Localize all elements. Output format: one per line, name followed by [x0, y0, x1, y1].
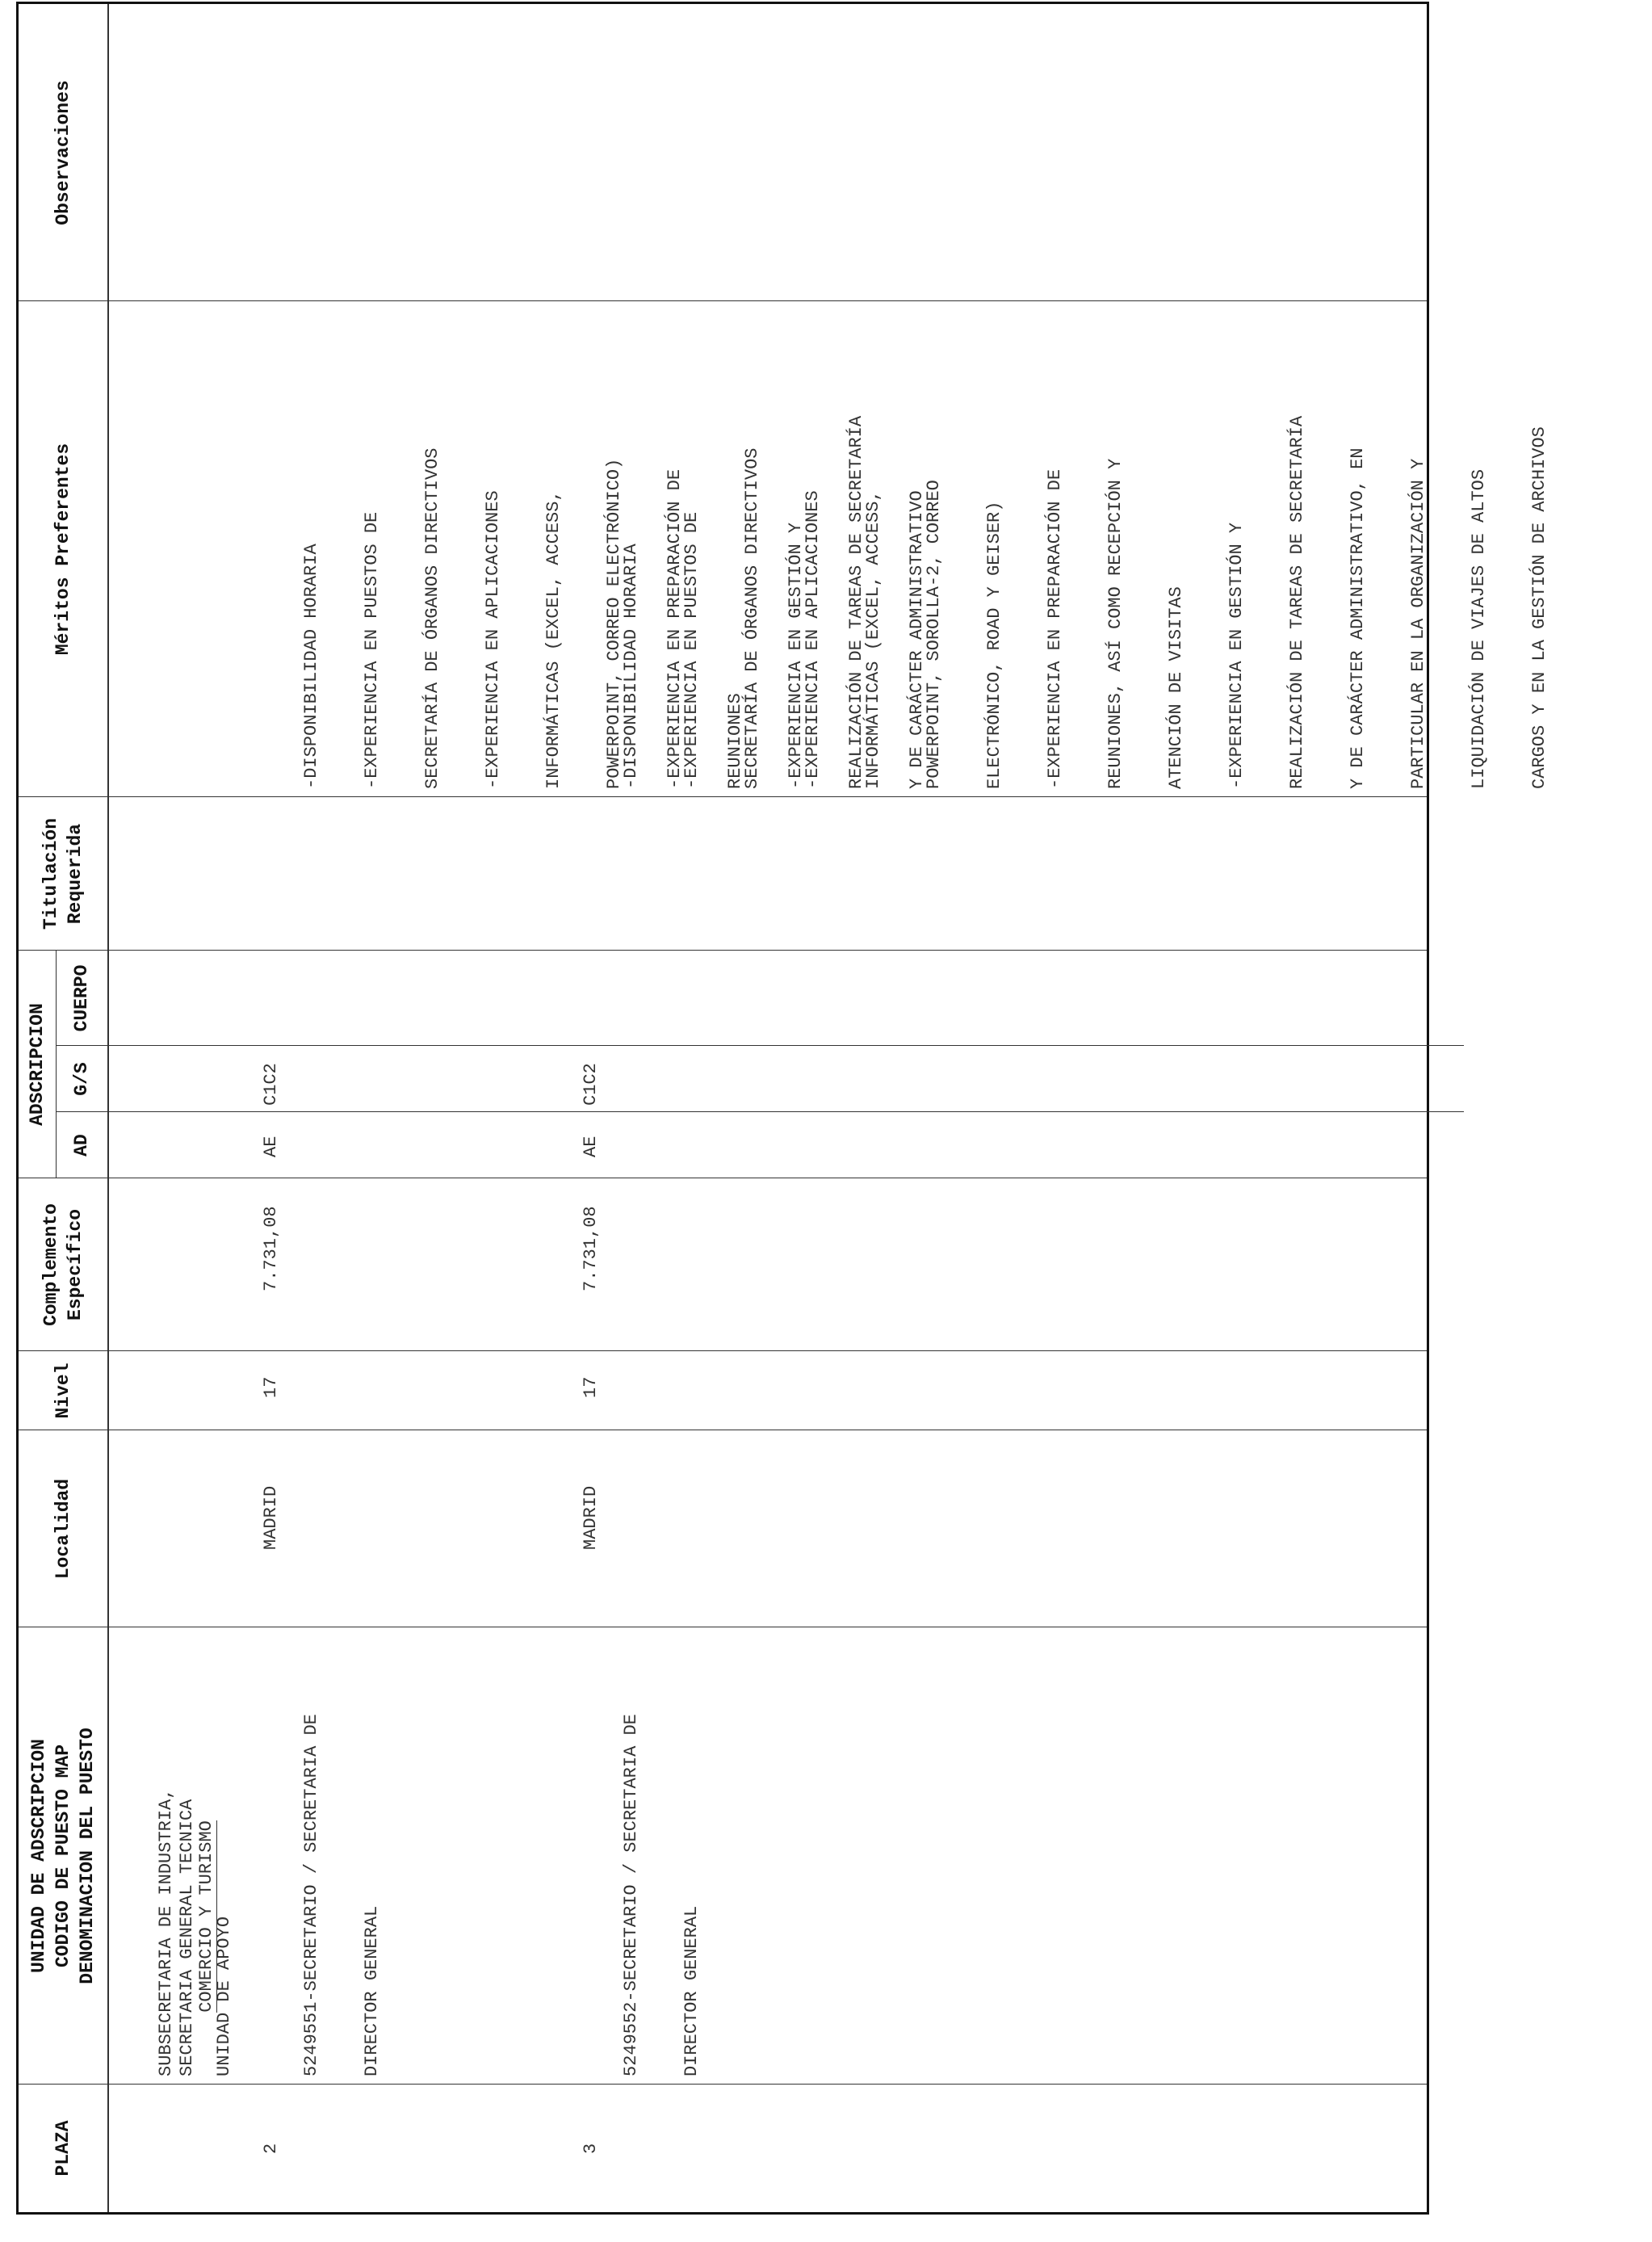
header-unidad-line1: UNIDAD DE ADSCRIPCION: [28, 1739, 49, 1973]
merit-line: -EXPERIENCIA EN PUESTOS DE: [362, 511, 382, 789]
row-gs: C1C2: [261, 1063, 281, 1106]
merit-line: -EXPERIENCIA EN PUESTOS DE: [681, 511, 702, 789]
col-divider: [56, 1111, 1464, 1112]
col-divider: [19, 2084, 1427, 2085]
row-puesto-line2: DIRECTOR GENERAL: [681, 1905, 702, 2076]
row-localidad: MADRID: [261, 1485, 281, 1550]
header-localidad: Localidad: [52, 1478, 73, 1580]
merit-line: REALIZACIÓN DE TAREAS DE SECRETARÍA: [1287, 415, 1307, 789]
merit-line: -EXPERIENCIA EN APLICACIONES: [803, 490, 823, 789]
row-nivel: 17: [261, 1376, 281, 1398]
row-plaza: 2: [261, 2143, 281, 2154]
row-nivel: 17: [581, 1376, 601, 1398]
merit-line: REUNIONES, ASÍ COMO RECEPCIÓN Y: [1105, 458, 1126, 789]
merit-line: -EXPERIENCIA EN PREPARACIÓN DE: [665, 468, 685, 789]
header-cuerpo: CUERPO: [71, 964, 92, 1032]
header-unidad: [19, 1627, 107, 2085]
row-puesto-line2: DIRECTOR GENERAL: [362, 1905, 382, 2076]
row-puesto: [581, 1714, 742, 2076]
unit-secretaria: SECRETARIA GENERAL TECNICA: [177, 1799, 197, 2076]
header-unidad-line2: CODIGO DE PUESTO MAP: [52, 1744, 73, 1968]
merit-line: -EXPERIENCIA EN APLICACIONES: [483, 490, 503, 789]
merit-line: POWERPOINT, SOROLLA-2, CORREO: [924, 480, 944, 789]
row-localidad: MADRID: [581, 1485, 601, 1550]
row-plaza: 3: [581, 2143, 601, 2154]
header-ad: AD: [71, 1134, 92, 1157]
row-gs: C1C2: [581, 1063, 601, 1106]
merit-line: SECRETARÍA DE ÓRGANOS DIRECTIVOS: [742, 447, 762, 789]
header-titulacion-line2: Requerida: [65, 823, 86, 925]
header-complemento: [19, 1178, 107, 1351]
merit-line: POWERPOINT, CORREO ELECTRÓNICO): [604, 458, 624, 789]
merit-line: LIQUIDACIÓN DE VIAJES DE ALTOS: [1469, 468, 1489, 789]
merit-line: INFORMÁTICAS (EXCEL, ACCESS,: [543, 490, 564, 789]
header-divider: [107, 4, 109, 2212]
col-divider: [19, 1350, 1427, 1351]
col-divider: [19, 300, 1427, 301]
header-gs: G/S: [71, 1062, 92, 1096]
row-puesto-line1: 5249551-SECRETARIO / SECRETARIA DE: [301, 1714, 321, 2076]
merit-line: ELECTRÓNICO, ROAD Y GEISER): [984, 501, 1004, 789]
header-titulacion-line1: Titulación: [40, 817, 61, 930]
row-puesto: [261, 1714, 422, 2076]
table-frame: [16, 2, 1549, 2215]
header-complemento-line1: Complemento: [40, 1203, 61, 1326]
header-complemento-line2: Específico: [65, 1208, 86, 1321]
header-titulacion: [19, 797, 107, 951]
header-observaciones: Observaciones: [52, 80, 73, 225]
row-complemento: 7.731,08: [581, 1206, 601, 1291]
row-complemento: 7.731,08: [261, 1206, 281, 1291]
row-meritos: [581, 416, 1590, 789]
col-divider: [19, 950, 1427, 951]
merit-line: Y DE CARÁCTER ADMINISTRATIVO: [907, 490, 927, 789]
unit-subsecretaria-line1: SUBSECRETARIA DE INDUSTRIA,: [156, 1788, 176, 2076]
merit-line: PARTICULAR EN LA ORGANIZACIÓN Y: [1408, 458, 1428, 789]
header-meritos: Méritos Preferentes: [52, 443, 73, 656]
header-unidad-line3: DENOMINACION DEL PUESTO: [77, 1728, 98, 1984]
col-divider: [19, 796, 1427, 797]
row-ad: AE: [581, 1136, 601, 1157]
row-ad: AE: [261, 1136, 281, 1157]
merit-line: REUNIONES: [725, 693, 745, 789]
merit-line: REALIZACIÓN DE TAREAS DE SECRETARÍA: [846, 415, 866, 789]
merit-line: CARGOS Y EN LA GESTIÓN DE ARCHIVOS: [1529, 426, 1549, 789]
col-divider: [56, 1045, 1464, 1046]
merit-line: -DISPONIBILIDAD HORARIA: [301, 544, 321, 789]
header-nivel: Nivel: [52, 1362, 73, 1419]
header-plaza: PLAZA: [52, 2120, 73, 2177]
merit-line: ATENCIÓN DE VISITAS: [1166, 586, 1186, 789]
header-adscripcion: ADSCRIPCION: [27, 1003, 48, 1126]
merit-line: -EXPERIENCIA EN GESTIÓN Y: [786, 522, 806, 789]
merit-line: SECRETARÍA DE ÓRGANOS DIRECTIVOS: [422, 447, 442, 789]
row-puesto-line1: 5249552-SECRETARIO / SECRETARIA DE: [621, 1714, 641, 2076]
unit-apoyo: UNIDAD DE APOYO: [214, 1916, 234, 2076]
merit-line: INFORMÁTICAS (EXCEL, ACCESS,: [863, 490, 883, 789]
merit-line: -EXPERIENCIA EN PREPARACIÓN DE: [1045, 468, 1065, 789]
merit-line: Y DE CARÁCTER ADMINISTRATIVO, EN: [1348, 447, 1368, 789]
merit-line: -DISPONIBILIDAD HORARIA: [621, 544, 641, 789]
unit-subsecretaria-line2: COMERCIO Y TURISMO: [196, 1820, 216, 2013]
merit-line: -EXPERIENCIA EN GESTIÓN Y: [1226, 522, 1247, 789]
